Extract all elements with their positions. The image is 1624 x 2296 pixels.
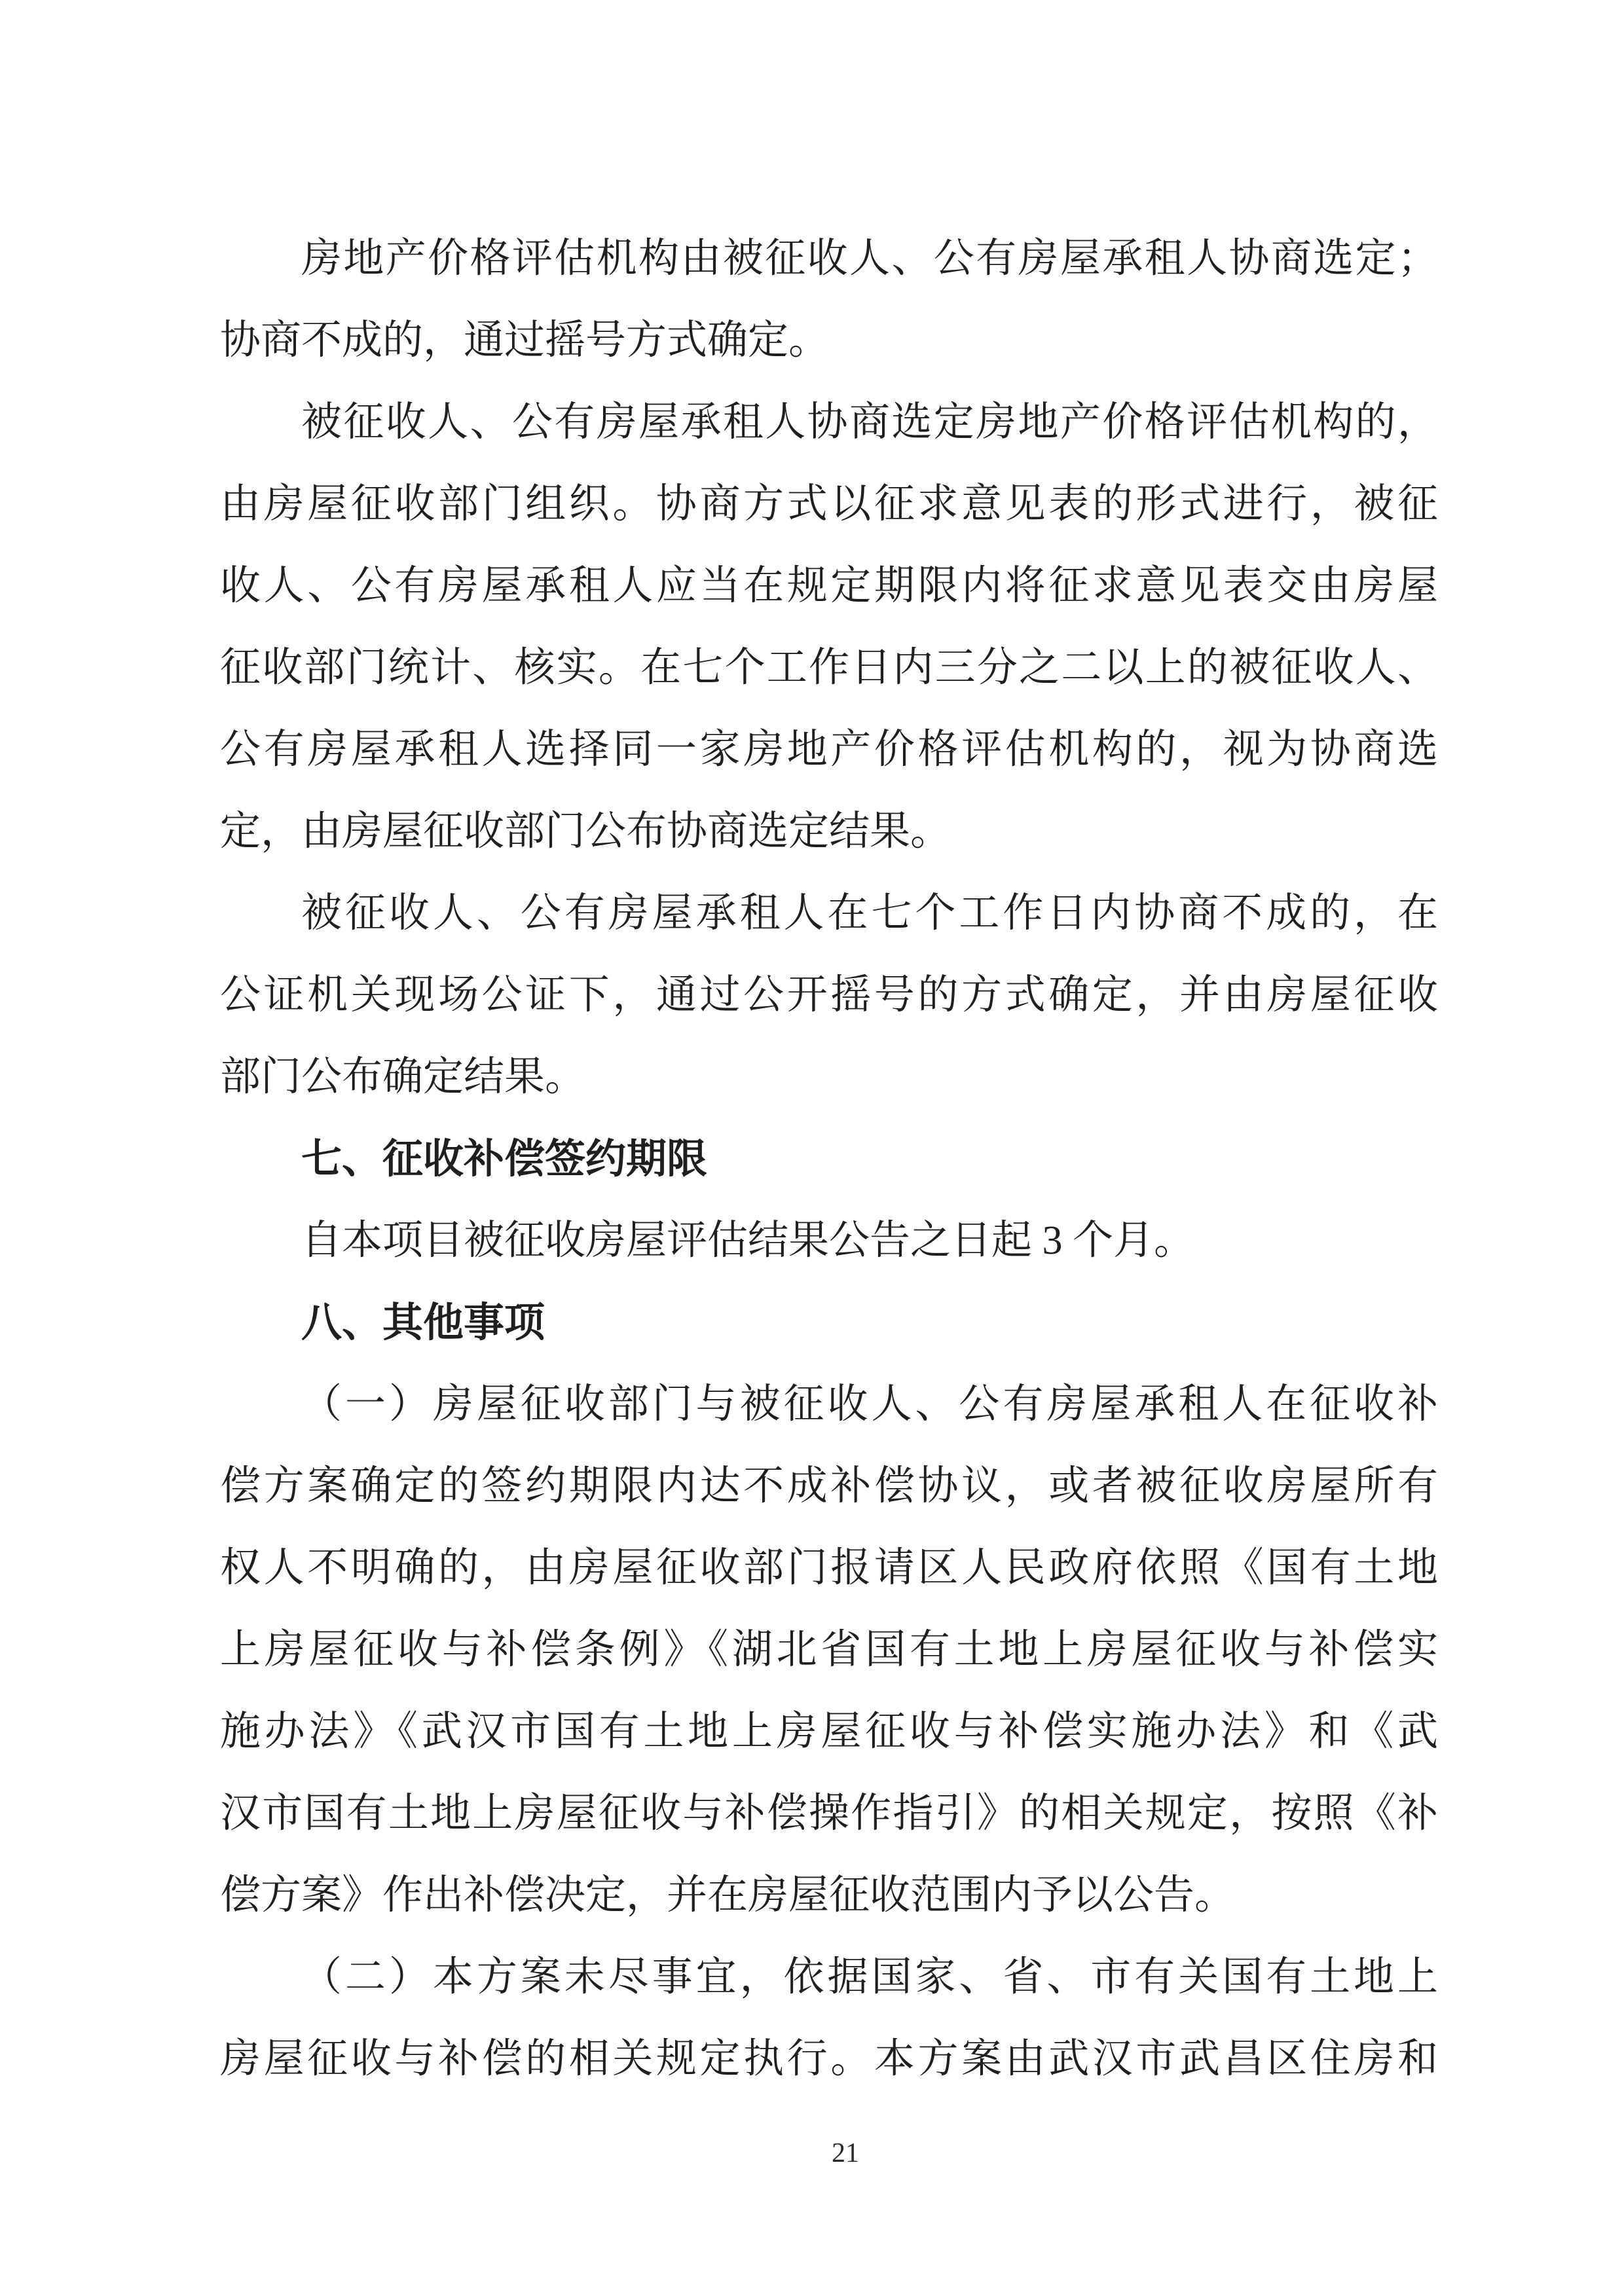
text-line: 汉市国有土地上房屋征收与补偿操作指引》的相关规定，按照《补	[220, 1791, 1438, 1836]
text-line: 由房屋征收部门组织。协商方式以征求意见表的形式进行，被征	[220, 482, 1438, 526]
text-line: 房地产价格评估机构由被征收人、公有房屋承租人协商选定；	[301, 236, 1438, 281]
text-line: 自本项目被征收房屋评估结果公告之日起 3 个月。	[301, 1218, 1195, 1263]
text-line: 定，由房屋征收部门公布协商选定结果。	[220, 809, 951, 854]
text-line: 公有房屋承租人选择同一家房地产价格评估机构的，视为协商选	[220, 727, 1438, 772]
section-heading-8: 八、其他事项	[301, 1300, 545, 1345]
text-line: 施办法》《武汉市国有土地上房屋征收与补偿实施办法》和《武	[220, 1709, 1438, 1754]
text-line: 偿方案》作出补偿决定，并在房屋征收范围内予以公告。	[220, 1873, 1236, 1918]
text-line: 公证机关现场公证下，通过公开摇号的方式确定，并由房屋征收	[220, 973, 1438, 1017]
text-line: 收人、公有房屋承租人应当在规定期限内将征求意见表交由房屋	[220, 564, 1438, 608]
text-line: 被征收人、公有房屋承租人在七个工作日内协商不成的，在	[301, 891, 1438, 936]
text-line: 权人不明确的，由房屋征收部门报请区人民政府依照《国有土地	[220, 1546, 1438, 1590]
text-line: 房屋征收与补偿的相关规定执行。本方案由武汉市武昌区住房和	[220, 2037, 1438, 2081]
text-line: 部门公布确定结果。	[220, 1055, 586, 1099]
text-line: 上房屋征收与补偿条例》《湖北省国有土地上房屋征收与补偿实	[220, 1628, 1438, 1672]
text-line: （二）本方案未尽事宜，依据国家、省、市有关国有土地上	[301, 1955, 1438, 1999]
page-number: 21	[832, 2138, 859, 2168]
section-heading-7: 七、征收补偿签约期限	[301, 1137, 708, 1182]
document-body	[220, 218, 1438, 2100]
text-line: 被征收人、公有房屋承租人协商选定房地产价格评估机构的，	[301, 400, 1438, 445]
text-line: 偿方案确定的签约期限内达不成补偿协议，或者被征收房屋所有	[220, 1464, 1438, 1508]
text-line: 征收部门统计、核实。在七个工作日内三分之二以上的被征收人、	[220, 646, 1438, 690]
text-line: 协商不成的，通过摇号方式确定。	[220, 318, 830, 363]
text-line: （一）房屋征收部门与被征收人、公有房屋承租人在征收补	[301, 1382, 1438, 1427]
